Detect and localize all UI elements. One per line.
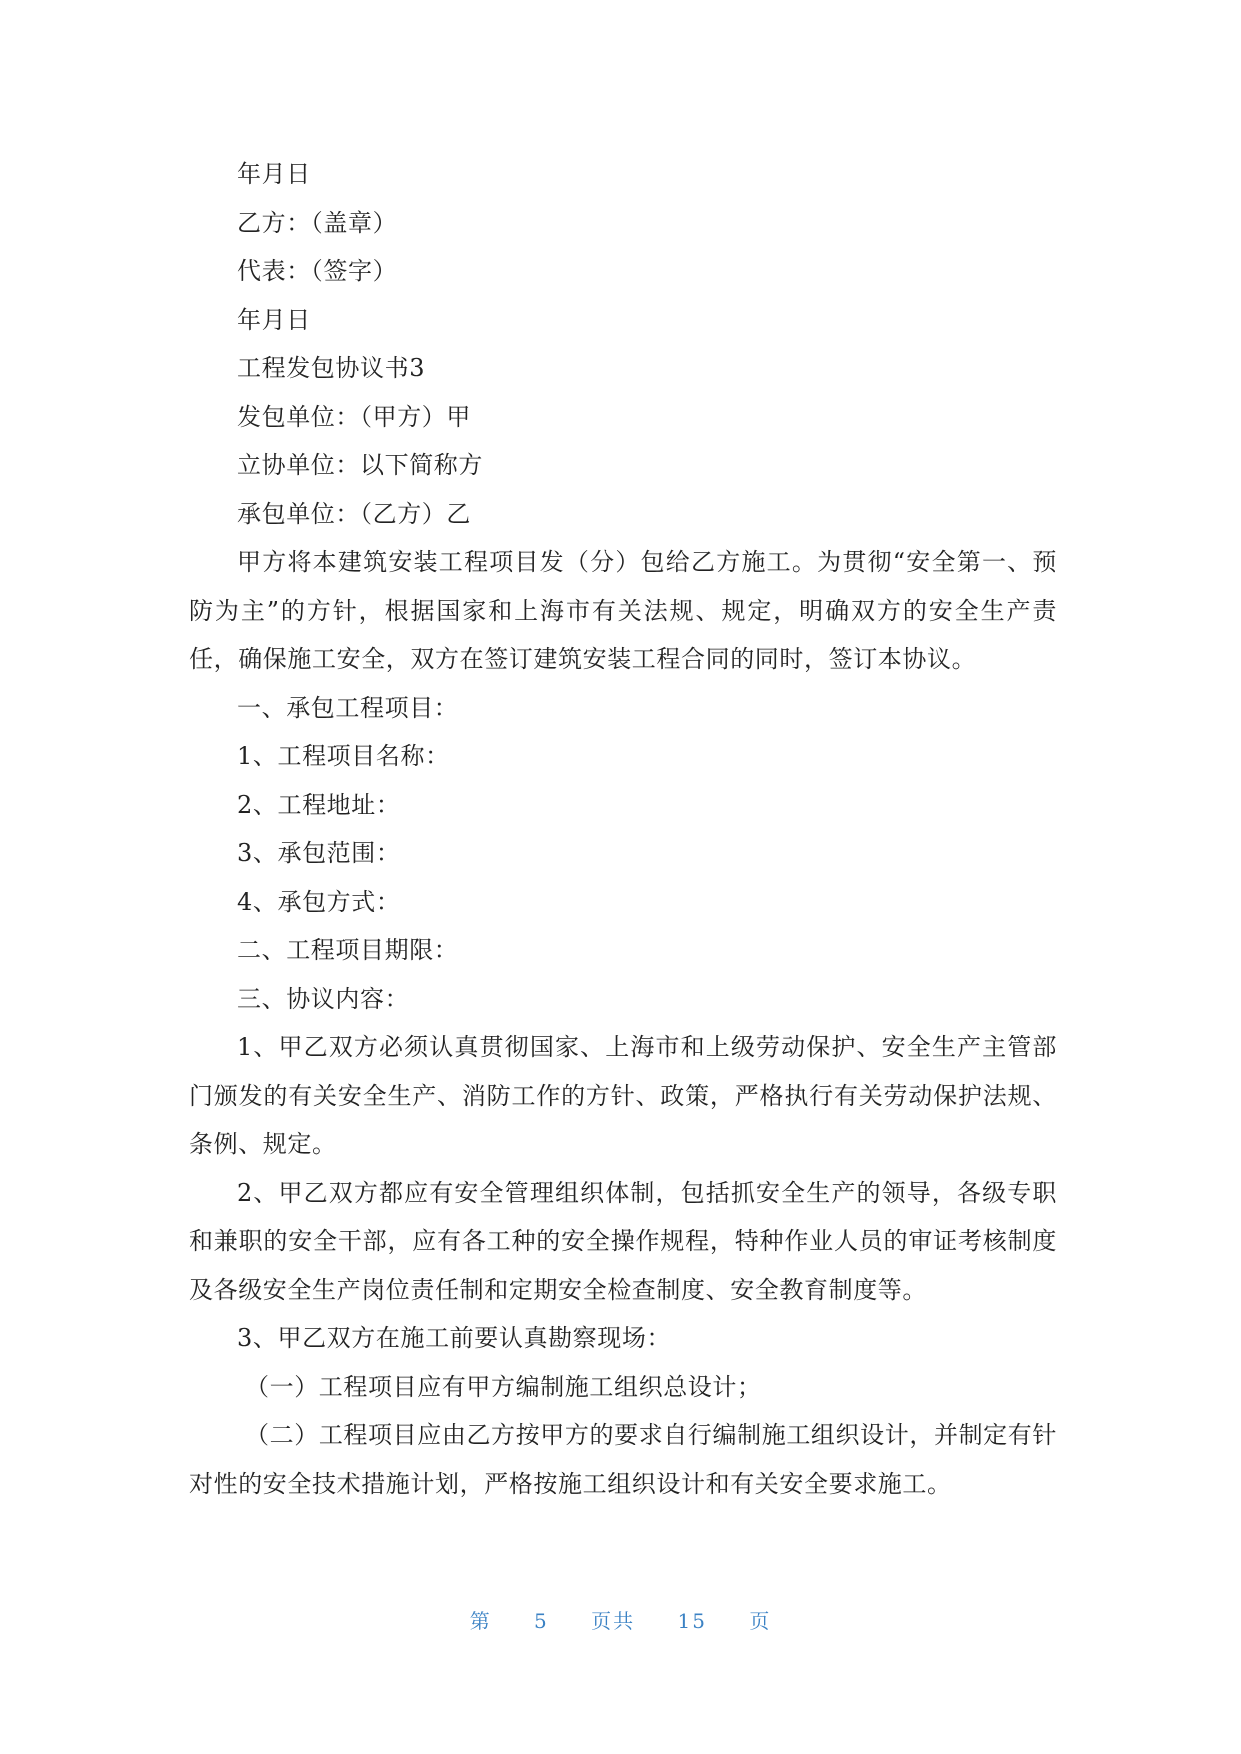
paragraph-section-3-heading: 三、协议内容： bbox=[237, 984, 410, 1013]
footer-suffix: 页 bbox=[749, 1609, 772, 1633]
document-body bbox=[189, 150, 1057, 1508]
paragraph-contract-scope: 3、承包范围： bbox=[237, 839, 401, 867]
paragraph-agreement-title: 工程发包协议书3 bbox=[237, 354, 426, 382]
footer-middle: 页共 bbox=[591, 1609, 636, 1633]
paragraph-agreement-unit: 立协单位：以下简称方 bbox=[237, 451, 483, 479]
paragraph-date-2: 年月日 bbox=[237, 305, 311, 334]
paragraph-project-address: 2、工程地址： bbox=[237, 790, 401, 819]
paragraph-clause-2: 2、甲乙双方都应有安全管理组织体制，包括抓安全生产的领导，各级专职和兼职的安全干部，应有各工种的安全操作规程，特种作业人员的审证考核制度及各级安全生产岗位责任制和定期安全检查制度、安全教育制度等。 bbox=[189, 1178, 1057, 1304]
paragraph-subclause-1: （一）工程项目应有甲方编制施工组织总设计； bbox=[245, 1372, 762, 1401]
paragraph-section-2-heading: 二、工程项目期限： bbox=[237, 936, 459, 964]
paragraph-subclause-2: （二）工程项目应由乙方按甲方的要求自行编制施工组织设计，并制定有针对性的安全技术措施计划，严格按施工组织设计和有关安全要求施工。 bbox=[189, 1421, 1057, 1498]
paragraph-clause-3: 3、甲乙双方在施工前要认真勘察现场： bbox=[237, 1324, 672, 1352]
page-footer bbox=[0, 1606, 1241, 1636]
paragraph-contractor-unit: 承包单位：（乙方）乙 bbox=[237, 499, 471, 528]
footer-prefix: 第 bbox=[469, 1609, 492, 1633]
footer-current-page: 5 bbox=[534, 1609, 549, 1633]
paragraph-contract-method: 4、承包方式： bbox=[237, 887, 401, 916]
paragraph-date-1: 年月日 bbox=[237, 160, 311, 188]
paragraph-section-1-heading: 一、承包工程项目： bbox=[237, 693, 459, 722]
paragraph-contracting-unit: 发包单位：（甲方）甲 bbox=[237, 402, 471, 431]
paragraph-project-name: 1、工程项目名称： bbox=[237, 742, 450, 770]
paragraph-representative-signature: 代表：（签字） bbox=[237, 257, 398, 285]
footer-total-pages: 15 bbox=[677, 1609, 707, 1633]
paragraph-clause-1: 1、甲乙双方必须认真贯彻国家、上海市和上级劳动保护、安全生产主管部门颁发的有关安全生产、消防工作的方针、政策，严格执行有关劳动保护法规、条例、规定。 bbox=[189, 1033, 1057, 1158]
paragraph-preamble: 甲方将本建筑安装工程项目发（分）包给乙方施工。为贯彻“安全第一、预防为主”的方针，根据国家和上海市有关法规、规定，明确双方的安全生产责任，确保施工安全，双方在签订建筑安装工程合同的同时，签订本协议。 bbox=[189, 548, 1057, 673]
paragraph-party-b-seal: 乙方：（盖章） bbox=[237, 208, 398, 237]
